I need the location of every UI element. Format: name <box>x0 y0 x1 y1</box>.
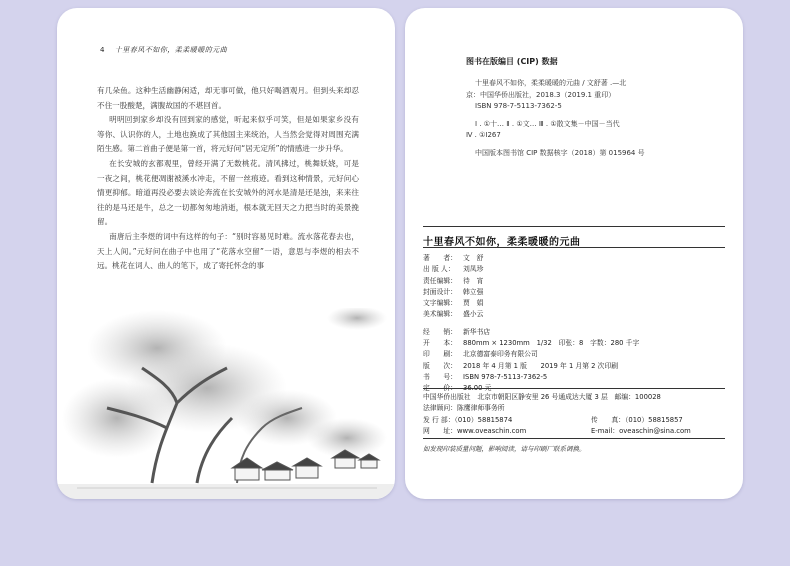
spec-row <box>423 372 728 383</box>
publisher-address: 中国华侨出版社 北京市朝阳区静安里 26 号通成达大厦 3 层 邮编：100028 <box>423 393 661 401</box>
spec-value: 36.00 元 <box>463 384 492 393</box>
email: E-mail：oveaschin@sina.com <box>591 426 691 435</box>
page-number: 4 <box>100 46 105 54</box>
spec-label: 印 刷： <box>423 350 457 359</box>
left-page <box>57 8 395 499</box>
cip-line: 京：中国华侨出版社，2018.3（2019.1 重印） <box>466 90 616 99</box>
paragraph: 有几朵鱼。这种生活幽静闲适，却无事可做，他只好喝酒观月。但到头来却忍不住一股酸楚，满腹故国的不堪回首。 <box>97 86 359 110</box>
credit-label: 著 者： <box>423 254 457 262</box>
paragraph: 明明回到家乡却没有回到家的感觉，听起来似乎可笑，但是如果家乡没有等你、认识你的人，土地也换成了其他国主来统治，人当然会觉得对周围充满陌生感。第二首曲子便是第一首，将元好问“居无定所”的情感进一步升华。 <box>97 115 359 154</box>
credit-value: 刘凤珍 <box>463 265 484 274</box>
credit-value: 盛小云 <box>463 310 484 319</box>
ink-landscape-illustration <box>57 308 395 499</box>
legal-advisor: 法律顾问：陈鹰律师事务所 <box>423 404 505 413</box>
credit-value: 韩立强 <box>463 287 484 296</box>
credit-row <box>423 276 728 287</box>
credit-row <box>423 253 728 264</box>
divider <box>423 388 725 389</box>
credit-label: 文字编辑： <box>423 299 457 308</box>
book-title: 十里春风不如你，柔柔暖暖的元曲 <box>423 237 581 248</box>
cip-line: Ⅳ . ①I267 <box>466 131 501 140</box>
spec-value: ISBN 978-7-5113-7362-5 <box>463 372 548 381</box>
spec-label: 版 次： <box>423 361 457 370</box>
body-text <box>97 84 359 274</box>
spec-label: 书 号： <box>423 372 457 381</box>
credit-value: 待 宵 <box>463 276 484 285</box>
quality-notice: 如发现印装质量问题，影响阅读，请与印刷厂联系调换。 <box>423 445 586 453</box>
phone: 发 行 部：（010）58815874 <box>423 415 513 424</box>
cip-line: 十里春风不如你，柔柔暖暖的元曲 / 文舒著 .—北 <box>475 79 627 87</box>
credit-row <box>423 298 728 309</box>
spec-label: 开 本： <box>423 339 457 348</box>
credit-value: 文 舒 <box>463 254 484 262</box>
credit-label: 封面设计： <box>423 287 457 296</box>
paragraph: 在长安城的玄都观里，曾经开满了无数桃花。清风拂过，桃舞妖娆，可是一夜之间，桃花便凋谢被溪水冲走，不留一丝痕迹。看到这种情景，元好问心情更抑郁。暗道再没必要去谈论奔流在长安城外的河水是清是还是浊，来来往往的是马还是牛，总之一切都匆匆地消逝，根本就无回天之力把当时的美景挽留。 <box>97 158 359 227</box>
running-header <box>100 45 227 55</box>
spec-row <box>423 338 728 349</box>
spec-value: 新华书店 <box>463 327 491 336</box>
spec-label: 定 价： <box>423 384 457 393</box>
divider <box>423 438 725 439</box>
spec-row <box>423 349 728 360</box>
credit-row <box>423 309 728 320</box>
book-credits <box>423 253 728 395</box>
cip-title: 图书在版编目 (CIP) 数据 <box>466 57 558 66</box>
spec-row <box>423 327 728 338</box>
contact-row <box>423 415 728 426</box>
credit-value: 贾 娟 <box>463 299 484 308</box>
credit-row <box>423 287 728 298</box>
spec-value: 2018 年 4 月第 1 版 2019 年 1 月第 2 次印刷 <box>463 361 619 370</box>
contact-row <box>423 426 728 437</box>
spec-label: 经 销： <box>423 327 457 336</box>
spec-value: 880mm × 1230mm 1/32 印张：8 字数：280 千字 <box>463 339 640 348</box>
credit-row <box>423 264 728 275</box>
divider <box>423 247 725 248</box>
cip-line: ISBN 978-7-5113-7362-5 <box>475 102 562 111</box>
credit-label: 美术编辑： <box>423 310 457 319</box>
cip-data <box>466 78 706 160</box>
divider <box>423 226 725 227</box>
publisher-info <box>423 392 728 437</box>
fax: 传 真：（010）58815857 <box>591 415 683 424</box>
cip-line: 中国版本图书馆 CIP 数据核字（2018）第 015964 号 <box>475 148 645 157</box>
paragraph: 南唐后主李煜的词中有这样的句子：“别时容易见时难。流水落花春去也，天上人间。”元好问在曲子中也用了“花落水空留”一语，意思与李煜的相去不远。桃花在词人、曲人的笔下，成了寄托怀念的事 <box>97 231 359 271</box>
credit-label: 出 版 人： <box>423 265 455 274</box>
cip-line: Ⅰ . ①十… Ⅱ . ①文… Ⅲ . ①散文集－中国－当代 <box>475 119 620 128</box>
credit-label: 责任编辑： <box>423 276 457 285</box>
right-page <box>405 8 743 499</box>
spec-row <box>423 361 728 372</box>
spec-value: 北京德富泰印务有限公司 <box>463 350 538 359</box>
running-title: 十里春风不如你，柔柔暖暖的元曲 <box>114 46 228 54</box>
website: 网 址：www.oveaschin.com <box>423 426 527 435</box>
